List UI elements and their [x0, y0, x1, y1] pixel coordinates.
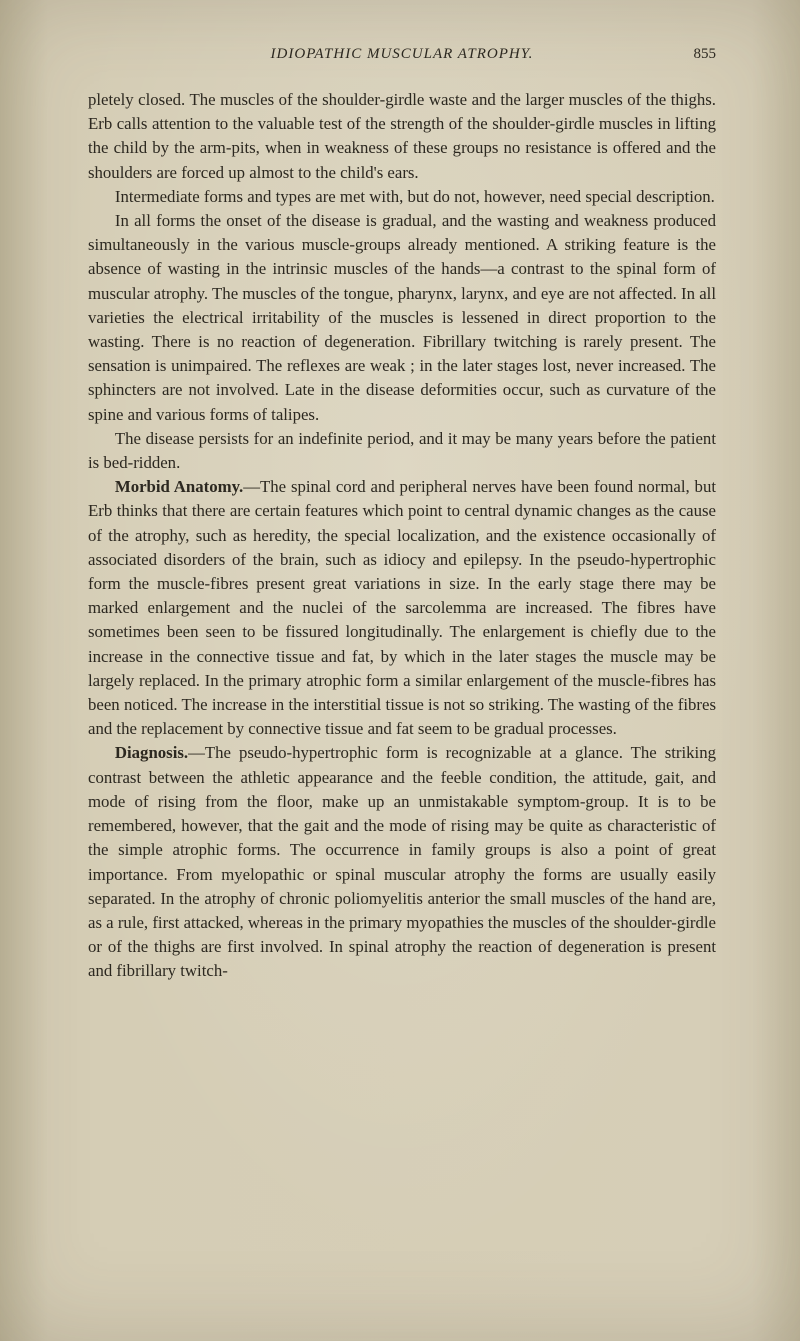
paragraph-text: In all forms the onset of the disease is gradual, and the wasting and weakness produced simultaneously in the various muscle-groups already mentioned. A striking feature is the absence of wasting in the intrinsic muscles of the hands—a contrast to the spinal form of muscular atrophy. The muscles of the tongue, pharynx, larynx, and eye are not affected. In all varieties the electrical irritability of the muscles is lessened in direct proportion to the wasting. There is no reaction of degeneration. Fibrillary twitching is rarely present. The sensation is unimpaired. The reflexes are weak ; in the later stages lost, never increased. The sphincters are not involved. Late in the disease deformities occur, such as curvature of the spine and various forms of talipes.	[88, 211, 716, 424]
paragraph	[88, 88, 716, 185]
paragraph	[88, 741, 716, 983]
paragraph-text: Intermediate forms and types are met with, but do not, however, need special description.	[114, 186, 715, 206]
paragraph-text: pletely closed. The muscles of the shoulder-girdle waste and the larger muscles of the thighs. Erb calls attention to the valuable test of the strength of the shoulder-girdle muscles in lifting the child by the arm-pits, when in weakness of these groups no resistance is offered and the shoulders are forced up almost to the child's ears.	[88, 90, 716, 182]
page-number: 855	[693, 46, 716, 62]
paragraph-text: The disease persists for an indefinite period, and it may be many years before the patient is bed-ridden.	[88, 428, 716, 473]
paragraph	[88, 475, 716, 741]
body-text	[88, 88, 716, 984]
running-title: IDIOPATHIC MUSCULAR ATROPHY.	[270, 46, 534, 62]
paragraph	[88, 209, 716, 427]
paragraph-text: —The pseudo-hypertrophic form is recognizable at a glance. The striking contrast between the athletic appearance and the feeble condition, the attitude, gait, and mode of rising from the floor, make up an unmistakable symptom-group. It is to be remembered, however, that the gait and the mode of rising may be quite as characteristic of the simple atrophic forms. The occurrence in family groups is also a point of great importance. From myelopathic or spinal muscular atrophy the forms are usually easily separated. In the atrophy of chronic poliomyelitis anterior the small muscles of the hand are, as a rule, first attacked, whereas in the primary myopathies the muscles of the shoulder-girdle or of the thighs are first involved. In spinal atrophy the reaction of degeneration is present and fibrillary twitch-	[88, 743, 716, 981]
paragraph	[88, 427, 716, 475]
paragraph-text: —The spinal cord and peripheral nerves have been found normal, but Erb thinks that there are certain features which point to central dynamic changes as the cause of the atrophy, such as heredity, the special localization, and the existence occasionally of associated disorders of the brain, such as idiocy and epilepsy. In the pseudo-hypertrophic form the muscle-fibres present great variations in size. In the early stage there may be marked enlargement and the nuclei of the sarcolemma are increased. The fibres have sometimes been seen to be fissured longitudinally. The enlargement is chiefly due to the increase in the connective tissue and fat, by which in the later stages the muscle may be largely replaced. In the primary atrophic form a similar enlargement of the muscle-fibres has been noticed. The increase in the interstitial tissue is not so striking. The wasting of the fibres and the replacement by connective tissue and fat seem to be gradual processes.	[88, 477, 716, 739]
paragraph-lead: Morbid Anatomy.	[114, 477, 244, 497]
running-head	[88, 46, 716, 72]
paragraph-lead: Diagnosis.	[114, 743, 189, 763]
paragraph	[88, 185, 716, 209]
